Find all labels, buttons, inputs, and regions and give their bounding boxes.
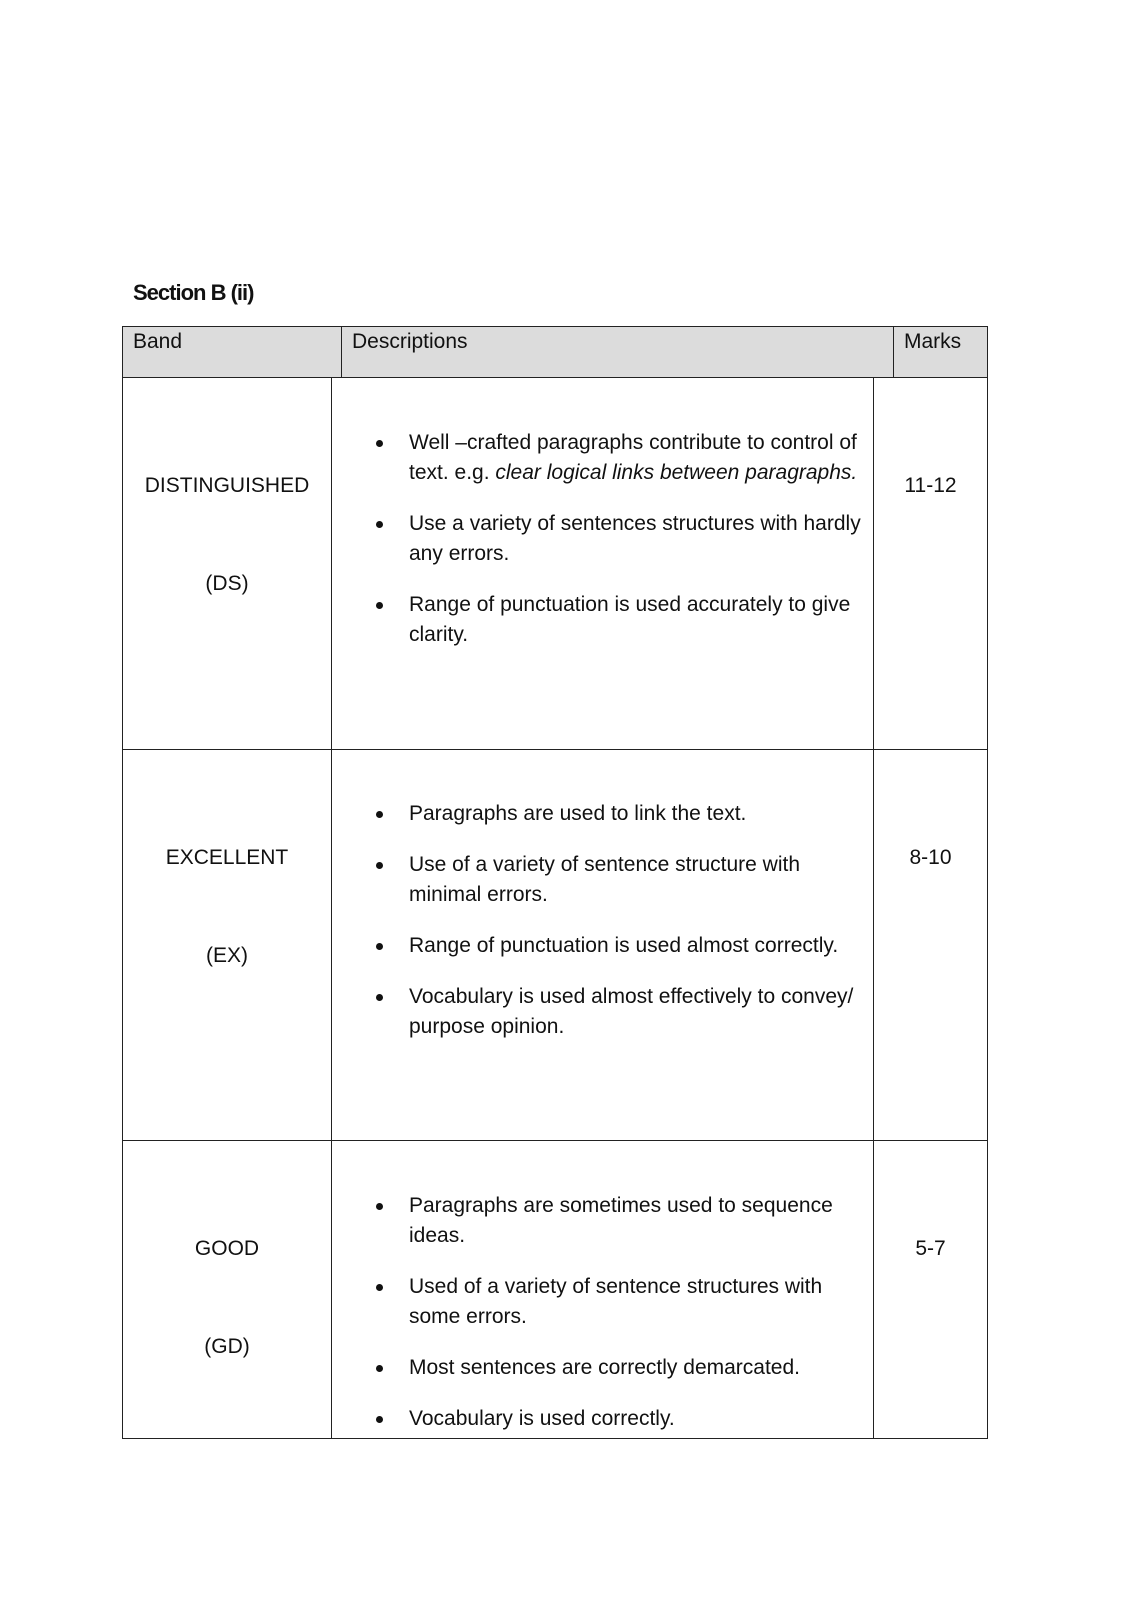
- header-marks: Marks: [904, 330, 962, 353]
- list-item: Paragraphs are sometimes used to sequence ideas.: [332, 1191, 873, 1251]
- band-name: GOOD: [194, 1237, 260, 1260]
- list-item: Well –crafted paragraphs contribute to control of text. e.g. clear logical links between paragraphs.: [332, 428, 873, 488]
- header-descriptions: Descriptions: [342, 327, 894, 377]
- description-list: [332, 428, 873, 671]
- list-item: Use a variety of sentences structures with hardly any errors.: [332, 509, 873, 569]
- list-item: Use of a variety of sentence structure with minimal errors.: [332, 850, 873, 910]
- marks-value: 8-10: [909, 846, 952, 869]
- list-item: Vocabulary is used almost effectively to convey/ purpose opinion.: [332, 982, 873, 1042]
- list-item: Vocabulary is used correctly.: [332, 1404, 873, 1434]
- band-code: (DS): [205, 572, 249, 595]
- table-header: [123, 327, 987, 377]
- table-row: [123, 749, 987, 1140]
- description-list: [332, 1191, 873, 1434]
- description-list: [332, 799, 873, 1063]
- rubric-table: [122, 326, 988, 1439]
- table-row: [123, 377, 987, 749]
- band-code: (EX): [206, 944, 248, 967]
- list-item: Most sentences are correctly demarcated.: [332, 1353, 873, 1383]
- list-item: Range of punctuation is used accurately to give clarity.: [332, 590, 873, 650]
- list-item: Used of a variety of sentence structures with some errors.: [332, 1272, 873, 1332]
- list-item: Range of punctuation is used almost correctly.: [332, 931, 873, 961]
- marks-value: 11-12: [904, 474, 957, 497]
- band-name: DISTINGUISHED: [144, 474, 310, 497]
- table-row: [123, 1140, 987, 1438]
- band-name: EXCELLENT: [165, 846, 289, 869]
- band-code: (GD): [204, 1335, 250, 1358]
- section-title: Section B (ii): [133, 280, 254, 305]
- header-band: Band: [123, 327, 342, 377]
- marks-value: 5-7: [915, 1237, 946, 1260]
- list-item: Paragraphs are used to link the text.: [332, 799, 873, 829]
